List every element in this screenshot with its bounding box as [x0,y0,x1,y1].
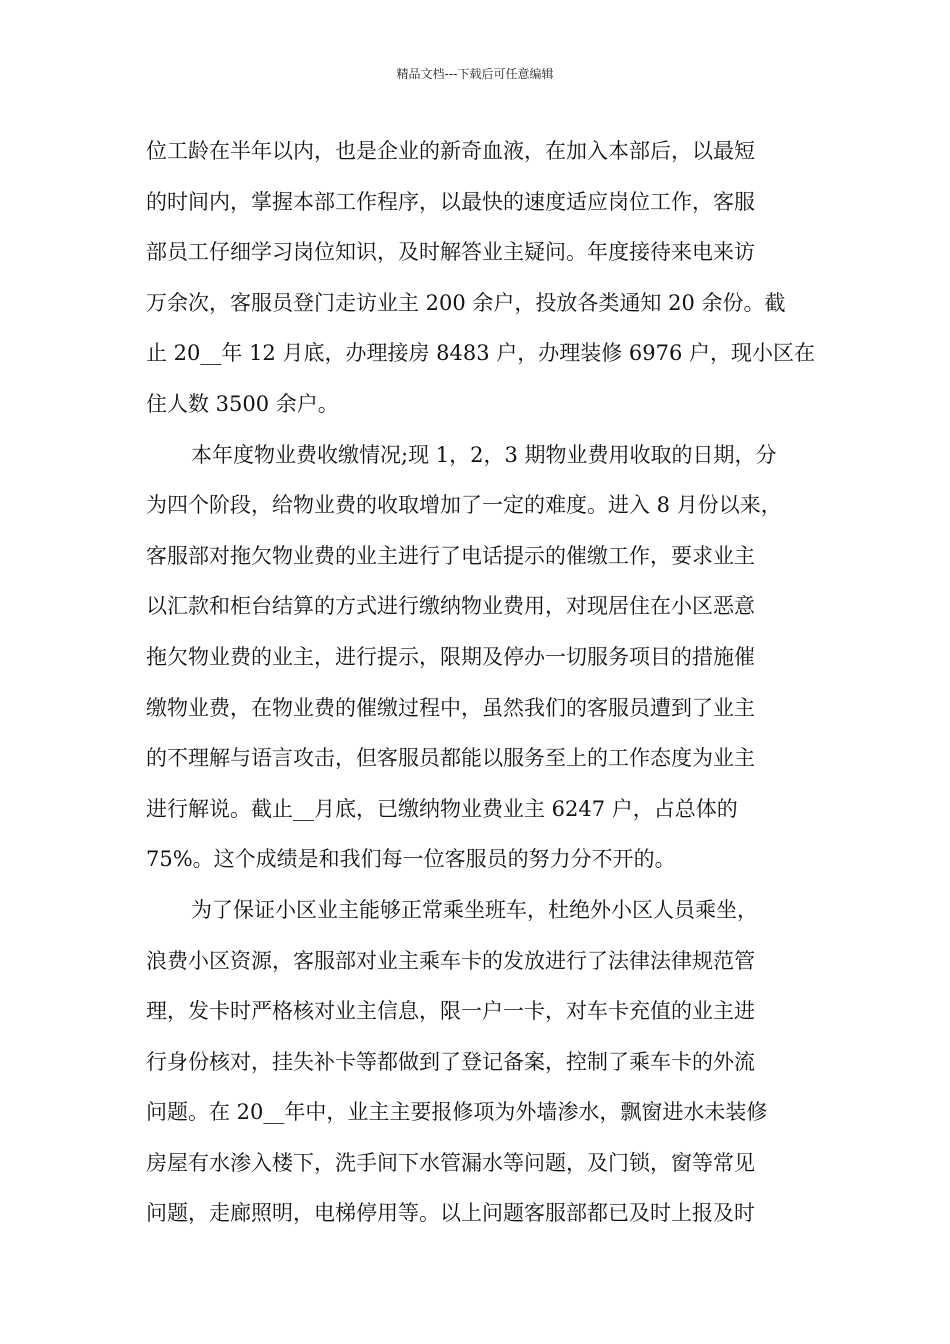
text-line: 房屋有水渗入楼下，洗手间下水管漏水等问题，及门锁，窗等常见 [146,1150,755,1175]
text-line: 万余次，客服员登门走访业主 200 余户，投放各类通知 20 余份。截 [146,290,786,315]
text-line: 进行解说。截止__月底，已缴纳物业费业主 6247 户，占总体的 [146,796,738,821]
paragraph-1 [146,126,826,430]
text-line: 部员工仔细学习岗位知识，及时解答业主疑问。年度接待来电来访 [146,240,755,265]
text-line: 止 20__年 12 月底，办理接房 8483 户，办理装修 6976 户，现小区在 [146,341,816,366]
paragraph-3 [146,885,826,1239]
text-line: 为了保证小区业主能够正常乘坐班车，杜绝外小区人员乘坐， [191,897,758,922]
text-line: 问题。在 20__年中，业主主要报修项为外墙渗水，飘窗进水未装修 [146,1100,768,1125]
text-line: 本年度物业费收缴情况;现 1，2，3 期物业费用收取的日期，分 [191,442,777,467]
text-line: 以汇款和柜台结算的方式进行缴纳物业费用，对现居住在小区恶意 [146,594,755,619]
document-body [146,126,826,1239]
text-line: 75%。这个成绩是和我们每一位客服员的努力分不开的。 [146,847,676,872]
text-line: 理，发卡时严格核对业主信息，限一户一卡，对车卡充值的业主进 [146,999,755,1024]
text-line: 的不理解与语言攻击，但客服员都能以服务至上的工作态度为业主 [146,746,755,771]
text-line: 浪费小区资源，客服部对业主乘车卡的发放进行了法律法律规范管 [146,948,755,973]
page-header: 精品文档---下载后可任意编辑 [396,67,554,81]
text-line: 位工龄在半年以内，也是企业的新奇血液，在加入本部后，以最短 [146,139,755,163]
text-line: 住人数 3500 余户。 [146,391,339,416]
text-line: 客服部对拖欠物业费的业主进行了电话提示的催缴工作，要求业主 [146,543,755,568]
text-line: 行身份核对，挂失补卡等都做到了登记备案，控制了乘车卡的外流 [146,1049,755,1074]
text-line: 的时间内，掌握本部工作程序，以最快的速度适应岗位工作，客服 [146,189,755,214]
text-line: 问题，走廊照明，电梯停用等。以上问题客服部都已及时上报及时 [146,1201,755,1226]
text-line: 为四个阶段，给物业费的收取增加了一定的难度。进入 8 月份以来， [146,493,782,518]
text-line: 拖欠物业费的业主，进行提示，限期及停办一切服务项目的措施催 [146,644,755,669]
paragraph-2 [146,430,826,885]
text-line: 缴物业费，在物业费的催缴过程中，虽然我们的客服员遭到了业主 [146,695,755,720]
